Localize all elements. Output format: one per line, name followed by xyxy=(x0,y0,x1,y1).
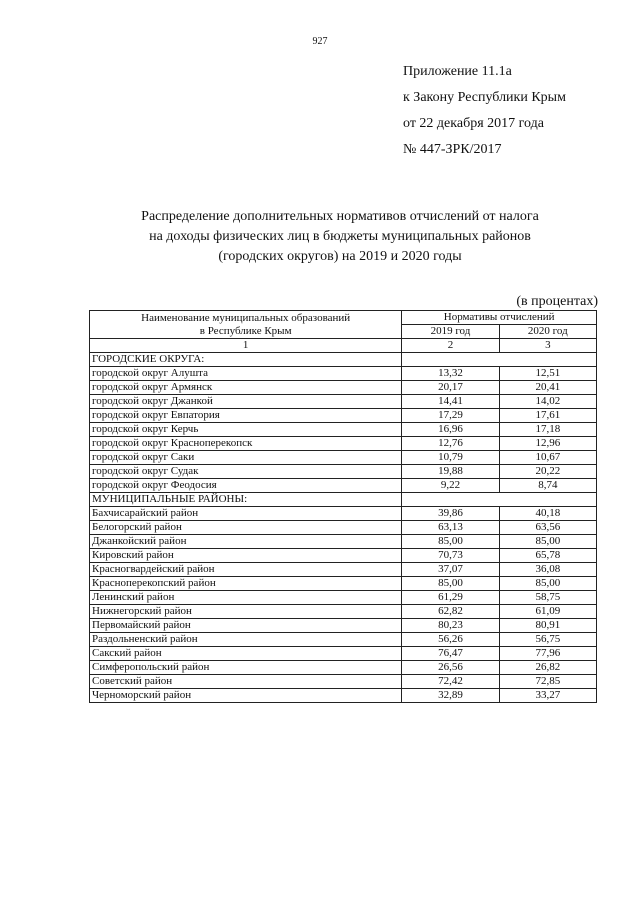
municipality-name: Симферопольский район xyxy=(90,661,402,675)
value-2020: 26,82 xyxy=(499,661,596,675)
value-2019: 80,23 xyxy=(402,619,499,633)
table-row xyxy=(90,381,597,395)
value-2020: 61,09 xyxy=(499,605,596,619)
value-2019: 9,22 xyxy=(402,479,499,493)
municipality-name: Советский район xyxy=(90,675,402,689)
municipality-name: городской округ Красноперекопск xyxy=(90,437,402,451)
value-2020: 10,67 xyxy=(499,451,596,465)
header-name-line: в Республике Крым xyxy=(199,324,292,337)
appendix-line: № 447-ЗРК/2017 xyxy=(403,142,502,157)
header-norms-group: Нормативы отчислений xyxy=(402,311,597,325)
table-body xyxy=(90,353,597,703)
municipality-name: Первомайский район xyxy=(90,619,402,633)
norms-table xyxy=(89,310,597,703)
document-title xyxy=(60,207,620,267)
table-row xyxy=(90,633,597,647)
municipality-name: городской округ Джанкой xyxy=(90,395,402,409)
section-header-row xyxy=(90,353,597,367)
value-2020: 56,75 xyxy=(499,633,596,647)
value-2020: 58,75 xyxy=(499,591,596,605)
municipality-name: Ленинский район xyxy=(90,591,402,605)
value-2019: 61,29 xyxy=(402,591,499,605)
municipality-name: Красноперекопский район xyxy=(90,577,402,591)
municipality-name: городской округ Феодосия xyxy=(90,479,402,493)
value-2020: 12,96 xyxy=(499,437,596,451)
appendix-line: к Закону Республики Крым xyxy=(403,90,566,105)
value-2020: 40,18 xyxy=(499,507,596,521)
empty-cell xyxy=(499,493,596,507)
municipality-name: Раздольненский район xyxy=(90,633,402,647)
title-line: (городских округов) на 2019 и 2020 годы xyxy=(218,249,462,264)
value-2019: 72,42 xyxy=(402,675,499,689)
value-2020: 85,00 xyxy=(499,535,596,549)
table-row xyxy=(90,605,597,619)
empty-cell xyxy=(402,493,499,507)
value-2019: 20,17 xyxy=(402,381,499,395)
value-2020: 17,18 xyxy=(499,423,596,437)
table-row xyxy=(90,619,597,633)
value-2020: 20,41 xyxy=(499,381,596,395)
units-note: (в процентах) xyxy=(516,294,598,309)
municipality-name: городской округ Судак xyxy=(90,465,402,479)
section-header-row xyxy=(90,493,597,507)
value-2019: 70,73 xyxy=(402,549,499,563)
value-2019: 37,07 xyxy=(402,563,499,577)
table-row xyxy=(90,675,597,689)
value-2020: 36,08 xyxy=(499,563,596,577)
value-2019: 14,41 xyxy=(402,395,499,409)
municipality-name: Красногвардейский район xyxy=(90,563,402,577)
value-2019: 85,00 xyxy=(402,535,499,549)
value-2020: 8,74 xyxy=(499,479,596,493)
table-row xyxy=(90,479,597,493)
table-row xyxy=(90,647,597,661)
value-2019: 16,96 xyxy=(402,423,499,437)
municipality-name: городской округ Керчь xyxy=(90,423,402,437)
value-2019: 13,32 xyxy=(402,367,499,381)
header-index-cell: 2 xyxy=(402,339,499,353)
value-2020: 17,61 xyxy=(499,409,596,423)
value-2020: 63,56 xyxy=(499,521,596,535)
section-title: МУНИЦИПАЛЬНЫЕ РАЙОНЫ: xyxy=(90,493,402,507)
table-row xyxy=(90,521,597,535)
value-2020: 12,51 xyxy=(499,367,596,381)
value-2019: 19,88 xyxy=(402,465,499,479)
header-name-cell xyxy=(90,311,402,339)
title-line: на доходы физических лиц в бюджеты муниципальных районов xyxy=(149,229,531,244)
value-2019: 12,76 xyxy=(402,437,499,451)
value-2019: 63,13 xyxy=(402,521,499,535)
empty-cell xyxy=(499,353,596,367)
table-row xyxy=(90,577,597,591)
municipality-name: городской округ Армянск xyxy=(90,381,402,395)
table-row xyxy=(90,423,597,437)
value-2020: 85,00 xyxy=(499,577,596,591)
value-2019: 76,47 xyxy=(402,647,499,661)
municipality-name: Нижнегорский район xyxy=(90,605,402,619)
municipality-name: Белогорский район xyxy=(90,521,402,535)
value-2019: 39,86 xyxy=(402,507,499,521)
value-2019: 10,79 xyxy=(402,451,499,465)
value-2020: 80,91 xyxy=(499,619,596,633)
header-name-line: Наименование муниципальных образований xyxy=(141,311,351,324)
table-row xyxy=(90,535,597,549)
header-index-cell: 3 xyxy=(499,339,596,353)
municipality-name: городской округ Алушта xyxy=(90,367,402,381)
appendix-line: Приложение 11.1а xyxy=(403,64,512,79)
municipality-name: Сакский район xyxy=(90,647,402,661)
value-2019: 85,00 xyxy=(402,577,499,591)
header-year-2020: 2020 год xyxy=(499,325,596,339)
header-index-cell: 1 xyxy=(90,339,402,353)
section-title: ГОРОДСКИЕ ОКРУГА: xyxy=(90,353,402,367)
value-2020: 77,96 xyxy=(499,647,596,661)
table-row xyxy=(90,451,597,465)
municipality-name: городской округ Саки xyxy=(90,451,402,465)
table-row xyxy=(90,591,597,605)
value-2019: 26,56 xyxy=(402,661,499,675)
title-line: Распределение дополнительных нормативов отчислений от налога xyxy=(141,209,539,224)
table-row xyxy=(90,661,597,675)
table-row xyxy=(90,367,597,381)
table-row xyxy=(90,507,597,521)
value-2020: 72,85 xyxy=(499,675,596,689)
table-row xyxy=(90,563,597,577)
page-number: 927 xyxy=(312,36,328,47)
table-row xyxy=(90,465,597,479)
municipality-name: Кировский район xyxy=(90,549,402,563)
municipality-name: Черноморский район xyxy=(90,689,402,703)
value-2020: 14,02 xyxy=(499,395,596,409)
table-row xyxy=(90,437,597,451)
value-2020: 33,27 xyxy=(499,689,596,703)
value-2019: 32,89 xyxy=(402,689,499,703)
appendix-block xyxy=(403,64,566,168)
empty-cell xyxy=(402,353,499,367)
value-2020: 20,22 xyxy=(499,465,596,479)
value-2019: 17,29 xyxy=(402,409,499,423)
value-2019: 56,26 xyxy=(402,633,499,647)
value-2020: 65,78 xyxy=(499,549,596,563)
municipality-name: городской округ Евпатория xyxy=(90,409,402,423)
value-2019: 62,82 xyxy=(402,605,499,619)
table-row xyxy=(90,409,597,423)
municipality-name: Бахчисарайский район xyxy=(90,507,402,521)
table-row xyxy=(90,689,597,703)
municipality-name: Джанкойский район xyxy=(90,535,402,549)
header-year-2019: 2019 год xyxy=(402,325,499,339)
table-row xyxy=(90,395,597,409)
appendix-line: от 22 декабря 2017 года xyxy=(403,116,544,131)
table-row xyxy=(90,549,597,563)
